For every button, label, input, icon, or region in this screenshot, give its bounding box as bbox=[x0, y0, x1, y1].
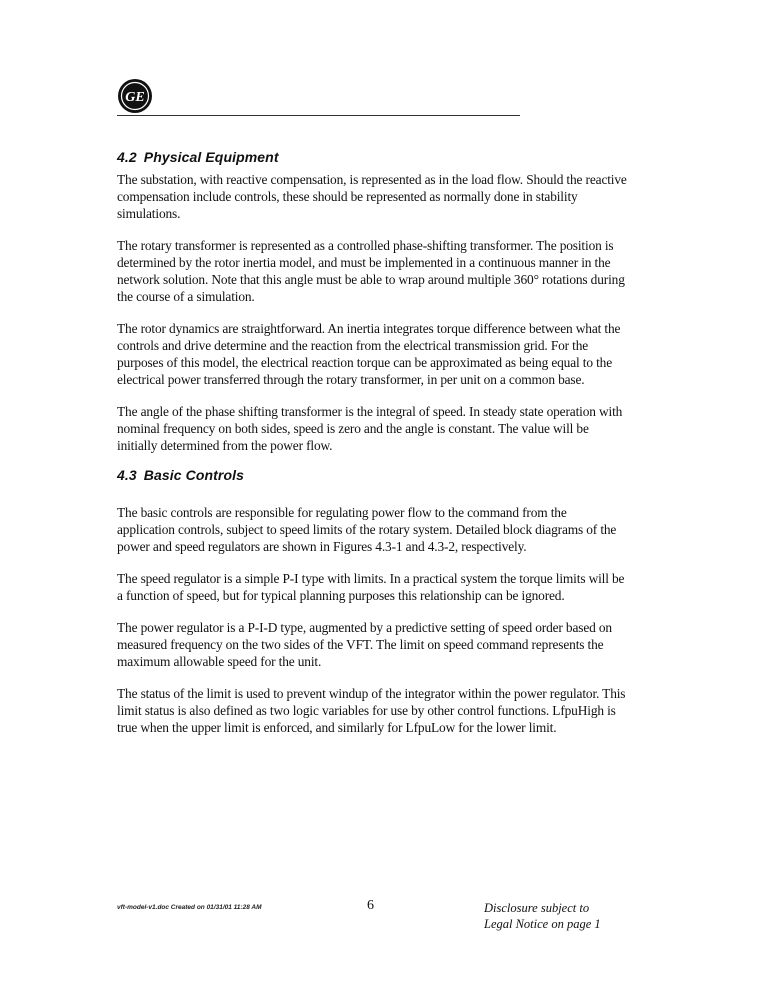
section-number: 4.2 bbox=[117, 149, 137, 165]
section-title: Physical Equipment bbox=[143, 149, 279, 165]
header-rule bbox=[117, 115, 520, 116]
paragraph: The substation, with reactive compensation, is represented as in the load flow. Should the reactive compensation include controls, these should be represented as normally done in stability simulations. bbox=[117, 172, 627, 221]
section-title: Basic Controls bbox=[143, 467, 244, 483]
section-number: 4.3 bbox=[117, 467, 137, 483]
page-content bbox=[117, 149, 627, 751]
footer-disclosure bbox=[484, 900, 601, 932]
paragraph: The angle of the phase shifting transformer is the integral of speed. In steady state operation with nominal frequency on both sides, speed is zero and the angle is constant. The value will be initially determined from the power flow. bbox=[117, 404, 623, 453]
paragraph: The status of the limit is used to prevent windup of the integrator within the power regulator. This limit status is also defined as two logic variables for use by other control functions. LfpuHigh is true when the upper limit is enforced, and similarly for LfpuLow for the lower limit. bbox=[117, 686, 626, 735]
footer-file-info: vft-model-v1.doc Created on 01/31/01 11:28 AM bbox=[117, 904, 262, 911]
paragraph: The power regulator is a P-I-D type, augmented by a predictive setting of speed order based on measured frequency on the two sides of the VFT. The limit on speed command represents the maximum allowable speed for the unit. bbox=[117, 620, 612, 669]
ge-logo bbox=[117, 78, 153, 114]
ge-logo-text: GE bbox=[125, 90, 145, 105]
page-number: 6 bbox=[367, 898, 374, 913]
paragraph: The speed regulator is a simple P-I type with limits. In a practical system the torque limits will be a function of speed, but for typical planning purposes this relationship can be ignored. bbox=[117, 571, 625, 603]
section-heading-physical-equipment bbox=[117, 149, 627, 165]
paragraph: The basic controls are responsible for regulating power flow to the command from the application controls, subject to speed limits of the rotary system. Detailed block diagrams of the power and speed regulators are shown in Figures 4.3-1 and 4.3-2, respectively. bbox=[117, 505, 617, 554]
section-heading-basic-controls bbox=[117, 467, 627, 483]
disclosure-line: Legal Notice on page 1 bbox=[484, 917, 601, 931]
disclosure-line: Disclosure subject to bbox=[484, 901, 590, 915]
paragraph: The rotor dynamics are straightforward. An inertia integrates torque difference between what the controls and drive determine and the reaction from the electrical transmission grid. For the purposes of this model, the electrical reaction torque can be approximated as being equal to the electrical power transferred through the rotary transformer, in per unit on a common base. bbox=[117, 321, 621, 387]
paragraph: The rotary transformer is represented as a controlled phase-shifting transformer. The position is determined by the rotor inertia model, and must be implemented in a continuous manner in the network solution. Note that this angle must be able to wrap around multiple 360° rotations during the course of a simulation. bbox=[117, 238, 625, 304]
